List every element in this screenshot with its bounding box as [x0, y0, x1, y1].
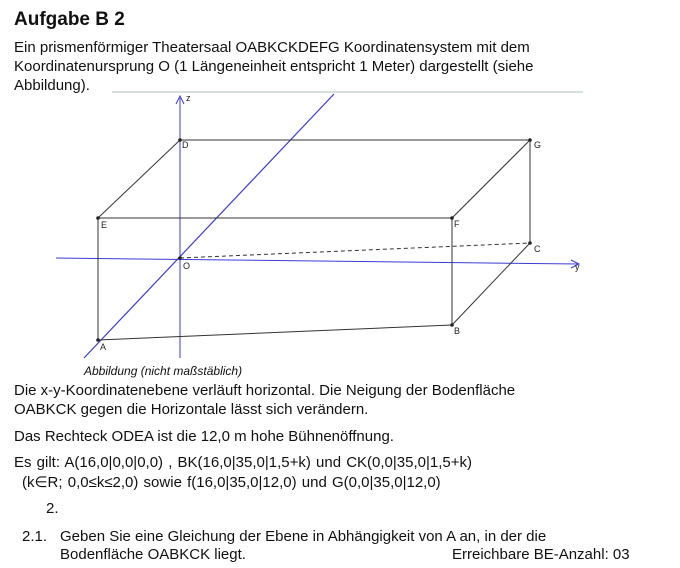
- page-title: Aufgabe B 2: [14, 9, 125, 30]
- label-O: O: [183, 261, 191, 271]
- edge-BC: [452, 243, 530, 325]
- label-C: C: [534, 244, 541, 254]
- edge-OC: [180, 243, 530, 258]
- x-axis: [84, 94, 334, 358]
- given-line-1: Es gilt: A(16,0|0,0|0,0) , BK(16,0|35,0|1,5+k) und CK(0,0|35,0|1,5+k): [14, 454, 472, 471]
- task-line-1: Geben Sie eine Gleichung der Ebene in Abhängigkeit von A an, in der die: [60, 528, 547, 545]
- point-C: [528, 241, 532, 245]
- para2: Das Rechteck ODEA ist die 12,0 m hohe Bühnenöffnung.: [14, 428, 394, 445]
- point-G: [528, 138, 532, 142]
- label-A: A: [100, 342, 107, 352]
- point-E: [96, 216, 100, 220]
- intro-line-2: Koordinatenursprung O (1 Längeneinheit entspricht 1 Meter) dargestellt (siehe: [14, 58, 534, 75]
- label-E: E: [101, 220, 108, 230]
- label-G: G: [534, 140, 542, 150]
- intro-line-3: Abbildung).: [14, 77, 90, 94]
- label-D: D: [182, 140, 189, 150]
- task-number: 2.1.: [22, 528, 48, 545]
- figure: [0, 88, 680, 383]
- point-O: [178, 256, 182, 260]
- figure-caption: Abbildung (nicht maßstäblich): [84, 364, 243, 378]
- edge-DE: [98, 140, 180, 218]
- intro-line-1: Ein prismenförmiger Theatersaal OABKCKDEFG Koordinatensystem mit dem: [14, 39, 530, 56]
- para1-line-1: Die x-y-Koordinatenebene verläuft horizontal. Die Neigung der Bodenfläche: [14, 382, 516, 399]
- para1-line-2: OABKCK gegen die Horizontale lässt sich verändern.: [14, 401, 369, 418]
- label-F: F: [454, 219, 460, 229]
- edge-GF: [452, 140, 530, 218]
- edge-AB: [98, 325, 452, 340]
- y-axis: [56, 258, 578, 264]
- task-points: Erreichbare BE-Anzahl: 03: [452, 546, 630, 563]
- label-y: y: [575, 262, 580, 272]
- given-line-2: (k∈R; 0,0≤k≤2,0) sowie f(16,0|35,0|12,0) und G(0,0|35,0|12,0): [22, 474, 441, 491]
- label-z: z: [186, 93, 191, 103]
- task-line-2: Bodenfläche OABKCK liegt.: [60, 546, 246, 563]
- section-number: 2.: [46, 500, 59, 517]
- label-B: B: [454, 326, 461, 336]
